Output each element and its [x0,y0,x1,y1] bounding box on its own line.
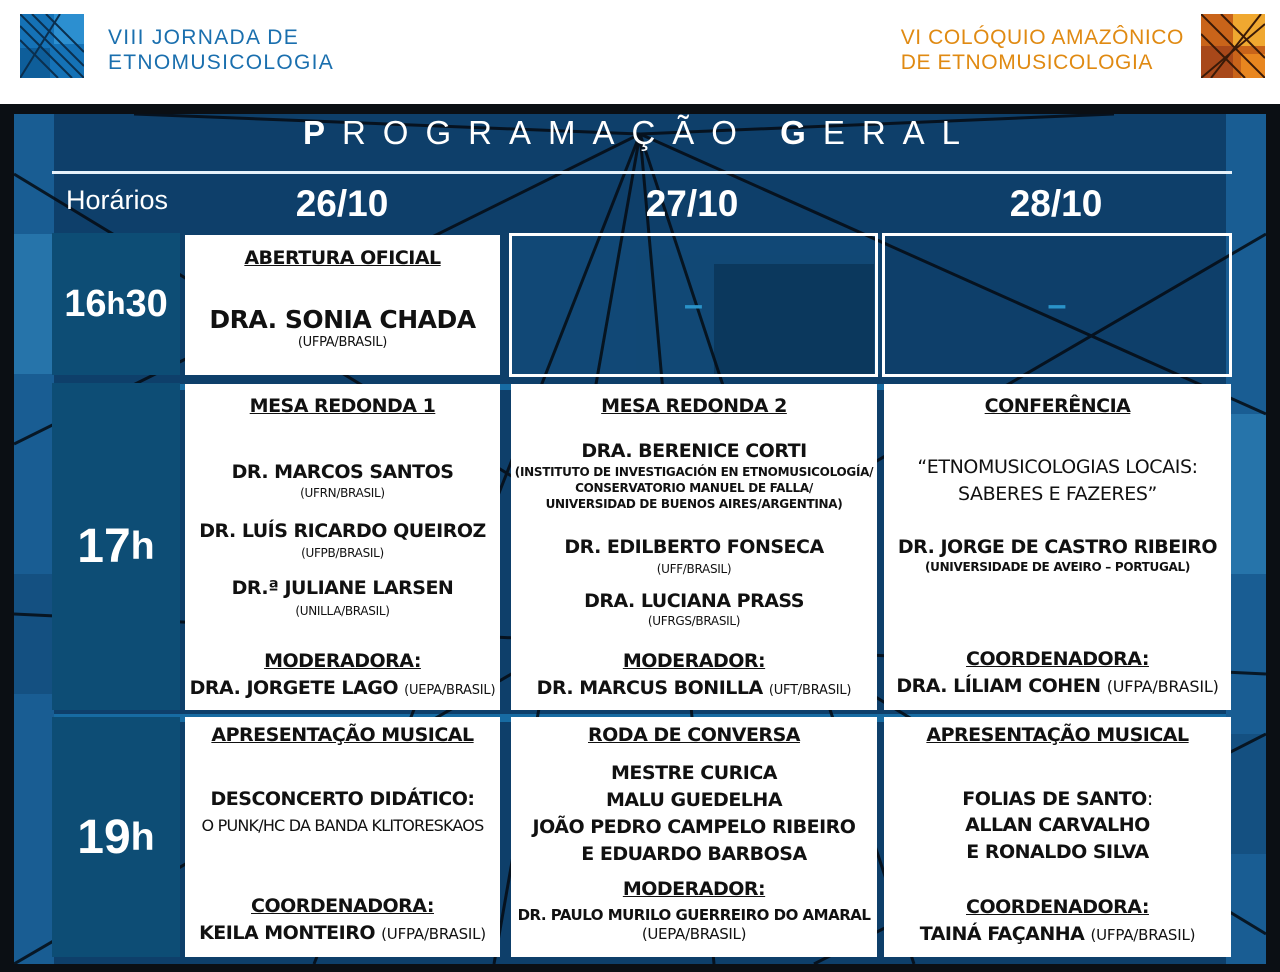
speaker-affiliation-line1: (INSTITUTO DE INVESTIGACIÓN EN ETNOMUSICOLOGÍA/ [514,465,874,479]
title-part-rogramacao: ROGRAMAÇÃO [341,114,781,151]
page-title [0,114,1280,152]
speaker-name: DR. JORGE DE CASTRO RIBEIRO [897,536,1218,558]
title-divider [52,171,1232,174]
speaker-affiliation: (UNIVERSIDADE DE AVEIRO – PORTUGAL) [924,560,1191,574]
session-apresentacao-musical-2 [884,717,1231,957]
conference-title-line2: SABERES E FAZERES” [958,483,1157,505]
speaker-name: DRA. BERENICE CORTI [581,440,807,462]
moderator-affiliation: (UEPA/BRASIL) [641,925,747,943]
moderator-affiliation: (UFT/BRASIL) [768,683,852,698]
coordinator-name: KEILA MONTEIRO [199,922,376,944]
moderator-name: DR. PAULO MURILO GUERREIRO DO AMARAL [517,906,871,924]
moderator-role: MODERADOR: [622,650,766,672]
coordinator-affiliation: (UFPA/BRASIL) [1090,926,1196,944]
performance-title [884,788,1231,810]
date-header-3: 28/10 [1009,183,1103,224]
date-header-2: 27/10 [645,183,739,224]
performance-title: DESCONCERTO DIDÁTICO: [210,788,475,810]
moderator-line [185,677,500,699]
performer-name: E RONALDO SILVA [966,841,1149,863]
moderator-affiliation: (UEPA/BRASIL) [404,683,496,698]
coordinator-name: DRA. LÍLIAM COHEN [896,675,1101,697]
speaker-affiliation: (UFPB/BRASIL) [301,546,384,560]
coloquio-title-line2: DE ETNOMUSICOLOGIA [900,51,1154,74]
session-heading: CONFERÊNCIA [984,395,1131,417]
session-heading: APRESENTAÇÃO MUSICAL [926,724,1189,746]
session-heading: MESA REDONDA 2 [601,395,787,417]
participant-name: JOÃO PEDRO CAMPELO RIBEIRO [532,816,856,838]
speaker-affiliation: (UFRN/BRASIL) [300,486,385,500]
session-roda-de-conversa [511,717,877,957]
coordinator-line [884,923,1231,945]
time-16h30-hour: 16 [64,282,107,325]
header-band [0,0,1280,104]
time-16h30 [52,233,180,375]
moderator-role: MODERADOR: [622,878,766,900]
speaker-affiliation-line2: CONSERVATORIO MANUEL DE FALLA/ [575,481,813,495]
time-19h-hour: 19 [77,810,131,864]
participant-name: E EDUARDO BARBOSA [581,843,807,865]
time-17h [52,383,180,710]
time-19h-h: h [130,814,155,859]
participant-name: MALU GUEDELHA [605,789,783,811]
session-apresentacao-musical-1 [185,717,500,957]
speaker-name: DR. EDILBERTO FONSECA [564,536,824,558]
jornada-title-line1: VIII JORNADA DE [108,26,300,49]
speaker-affiliation: (UNILLA/BRASIL) [295,604,390,618]
speaker-name: DR.ª JULIANE LARSEN [231,577,454,599]
time-19h [52,717,180,957]
coordinator-role: COORDENADORA: [966,896,1149,918]
moderator-name: DR. MARCUS BONILLA [536,677,763,699]
coordinator-line [185,922,500,944]
session-conferencia [884,384,1231,710]
time-16h30-h: h [106,286,126,321]
title-part-eral: ERAL [822,114,978,151]
date-header-1: 26/10 [295,183,389,224]
conference-title-line1: “ETNOMUSICOLOGIAS LOCAIS: [917,456,1198,478]
speaker-affiliation: (UFPA/BRASIL) [297,335,388,350]
session-mesa-redonda-2 [511,384,877,710]
horarios-label: Horários [65,185,169,215]
speaker-name: DR. LUÍS RICARDO QUEIROZ [199,520,486,542]
speaker-name: DR. MARCOS SANTOS [231,461,454,483]
coordinator-line [884,675,1231,697]
moderator-line [511,677,877,699]
jornada-logo [20,14,84,78]
coordinator-role: COORDENADORA: [966,648,1149,670]
speaker-name: DRA. SONIA CHADA [209,305,476,334]
coloquio-logo [1201,14,1265,78]
empty-placeholder: – [1047,285,1067,324]
coordinator-affiliation: (UFPA/BRASIL) [381,925,486,943]
time-16h30-min: 30 [125,282,168,325]
jornada-title [108,25,334,75]
coordinator-name: TAINÁ FAÇANHA [919,923,1085,945]
coordinator-affiliation: (UFPA/BRASIL) [1106,677,1219,696]
session-heading: RODA DE CONVERSA [588,724,800,746]
empty-slot-27-10-16h30 [509,233,878,377]
speaker-affiliation: (UFRGS/BRASIL) [647,614,741,628]
performer-name: ALLAN CARVALHO [965,814,1150,836]
speaker-affiliation: (UFF/BRASIL) [656,562,732,576]
jornada-title-line2: ETNOMUSICOLOGIA [108,51,335,74]
session-heading: APRESENTAÇÃO MUSICAL [211,724,474,746]
speaker-name: DRA. LUCIANA PRASS [584,590,804,612]
coloquio-title-line1: VI COLÓQUIO AMAZÔNICO [900,26,1184,49]
session-abertura-oficial [185,235,500,375]
empty-placeholder: – [684,285,703,324]
coloquio-title [901,25,1184,75]
performance-title-colon: : [1146,788,1153,810]
time-17h-h: h [130,524,155,568]
time-17h-hour: 17 [77,520,131,573]
title-letter-g: G [780,114,823,151]
moderator-name: DRA. JORGETE LAGO [189,677,398,699]
performance-subtitle: O PUNK/HC DA BANDA KLITORESKAOS [201,816,484,835]
session-mesa-redonda-1 [185,384,500,710]
coordinator-role: COORDENADORA: [251,895,434,917]
speaker-affiliation-line3: UNIVERSIDAD DE BUENOS AIRES/ARGENTINA) [545,497,843,511]
session-heading: MESA REDONDA 1 [249,395,436,417]
session-heading: ABERTURA OFICIAL [244,247,441,269]
performance-title-text: FOLIAS DE SANTO [962,788,1147,810]
title-letter-p: P [302,114,342,151]
participant-name: MESTRE CURICA [611,762,777,784]
empty-slot-28-10-16h30 [882,233,1232,377]
moderator-role: MODERADORA: [264,650,421,672]
